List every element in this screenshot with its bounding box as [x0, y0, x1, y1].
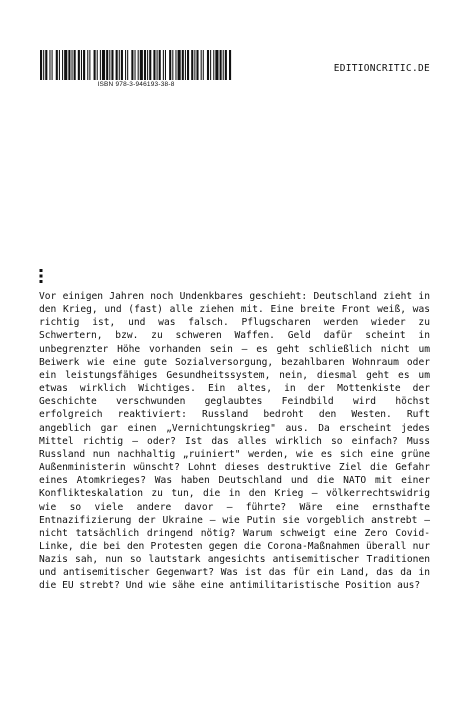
barcode-block: [40, 50, 232, 88]
vertical-dots-icon: [38, 268, 44, 284]
isbn-number: ISBN 978-3-946193-38-8: [97, 81, 175, 88]
back-cover-blurb: Vor einigen Jahren noch Undenkbares geschieht: Deutschland zieht in den Krieg, und (fast) alle ziehen mit. Eine breite Front weiß, was richtig ist, und was falsch. Pflugscharen werden wieder zu Schwertern, bzw. zu schweren Waffen. Geld dafür scheint in unbegrenzter Höhe vorhanden sein – es geht schließlich nicht um Beiwerk wie eine gute Sozialversorgung, bezahlbaren Wohnraum oder ein leistungsfähiges Gesundheitssystem, nein, diesmal geht es um etwas wirklich Wichtiges. Ein altes, in der Mottenkiste der Geschichte verschwunden geglaubtes Feindbild wird höchst erfolgreich reaktiviert: Russland bedroht den Westen. Ruft angeblich gar einen „Vernichtungskrieg" aus. Da erscheint jedes Mittel richtig – oder? Ist das alles wirklich so einfach? Muss Russland nun nachhaltig „ruiniert" werden, wie es sich eine grüne Außenministerin wünscht? Lohnt dieses destruktive Ziel die Gefahr eines Atomkrieges? Was haben Deutschland und die NATO mit einer Konflikteskalation zu tun, die in den Krieg – völkerrechtswidrig wie so viele andere davor – führte? Wäre eine ernsthafte Entnazifizierung der Ukraine – wie Putin sie vorgeblich anstrebt – nicht tatsächlich dringend nötig? Warum schweigt eine Zero Covid-Linke, die bei den Protesten gegen die Corona-Maßnahmen überall nur Nazis sah, nun so lautstark angesichts antisemitischer Traditionen und antisemitischer Gegenwart? Was ist das für ein Land, das da in die EU strebt? Und wie sähe eine antimilitaristische Position aus?: [39, 291, 430, 592]
isbn-barcode: [40, 50, 232, 80]
publisher-website: EDITIONCRITIC.DE: [333, 63, 430, 74]
